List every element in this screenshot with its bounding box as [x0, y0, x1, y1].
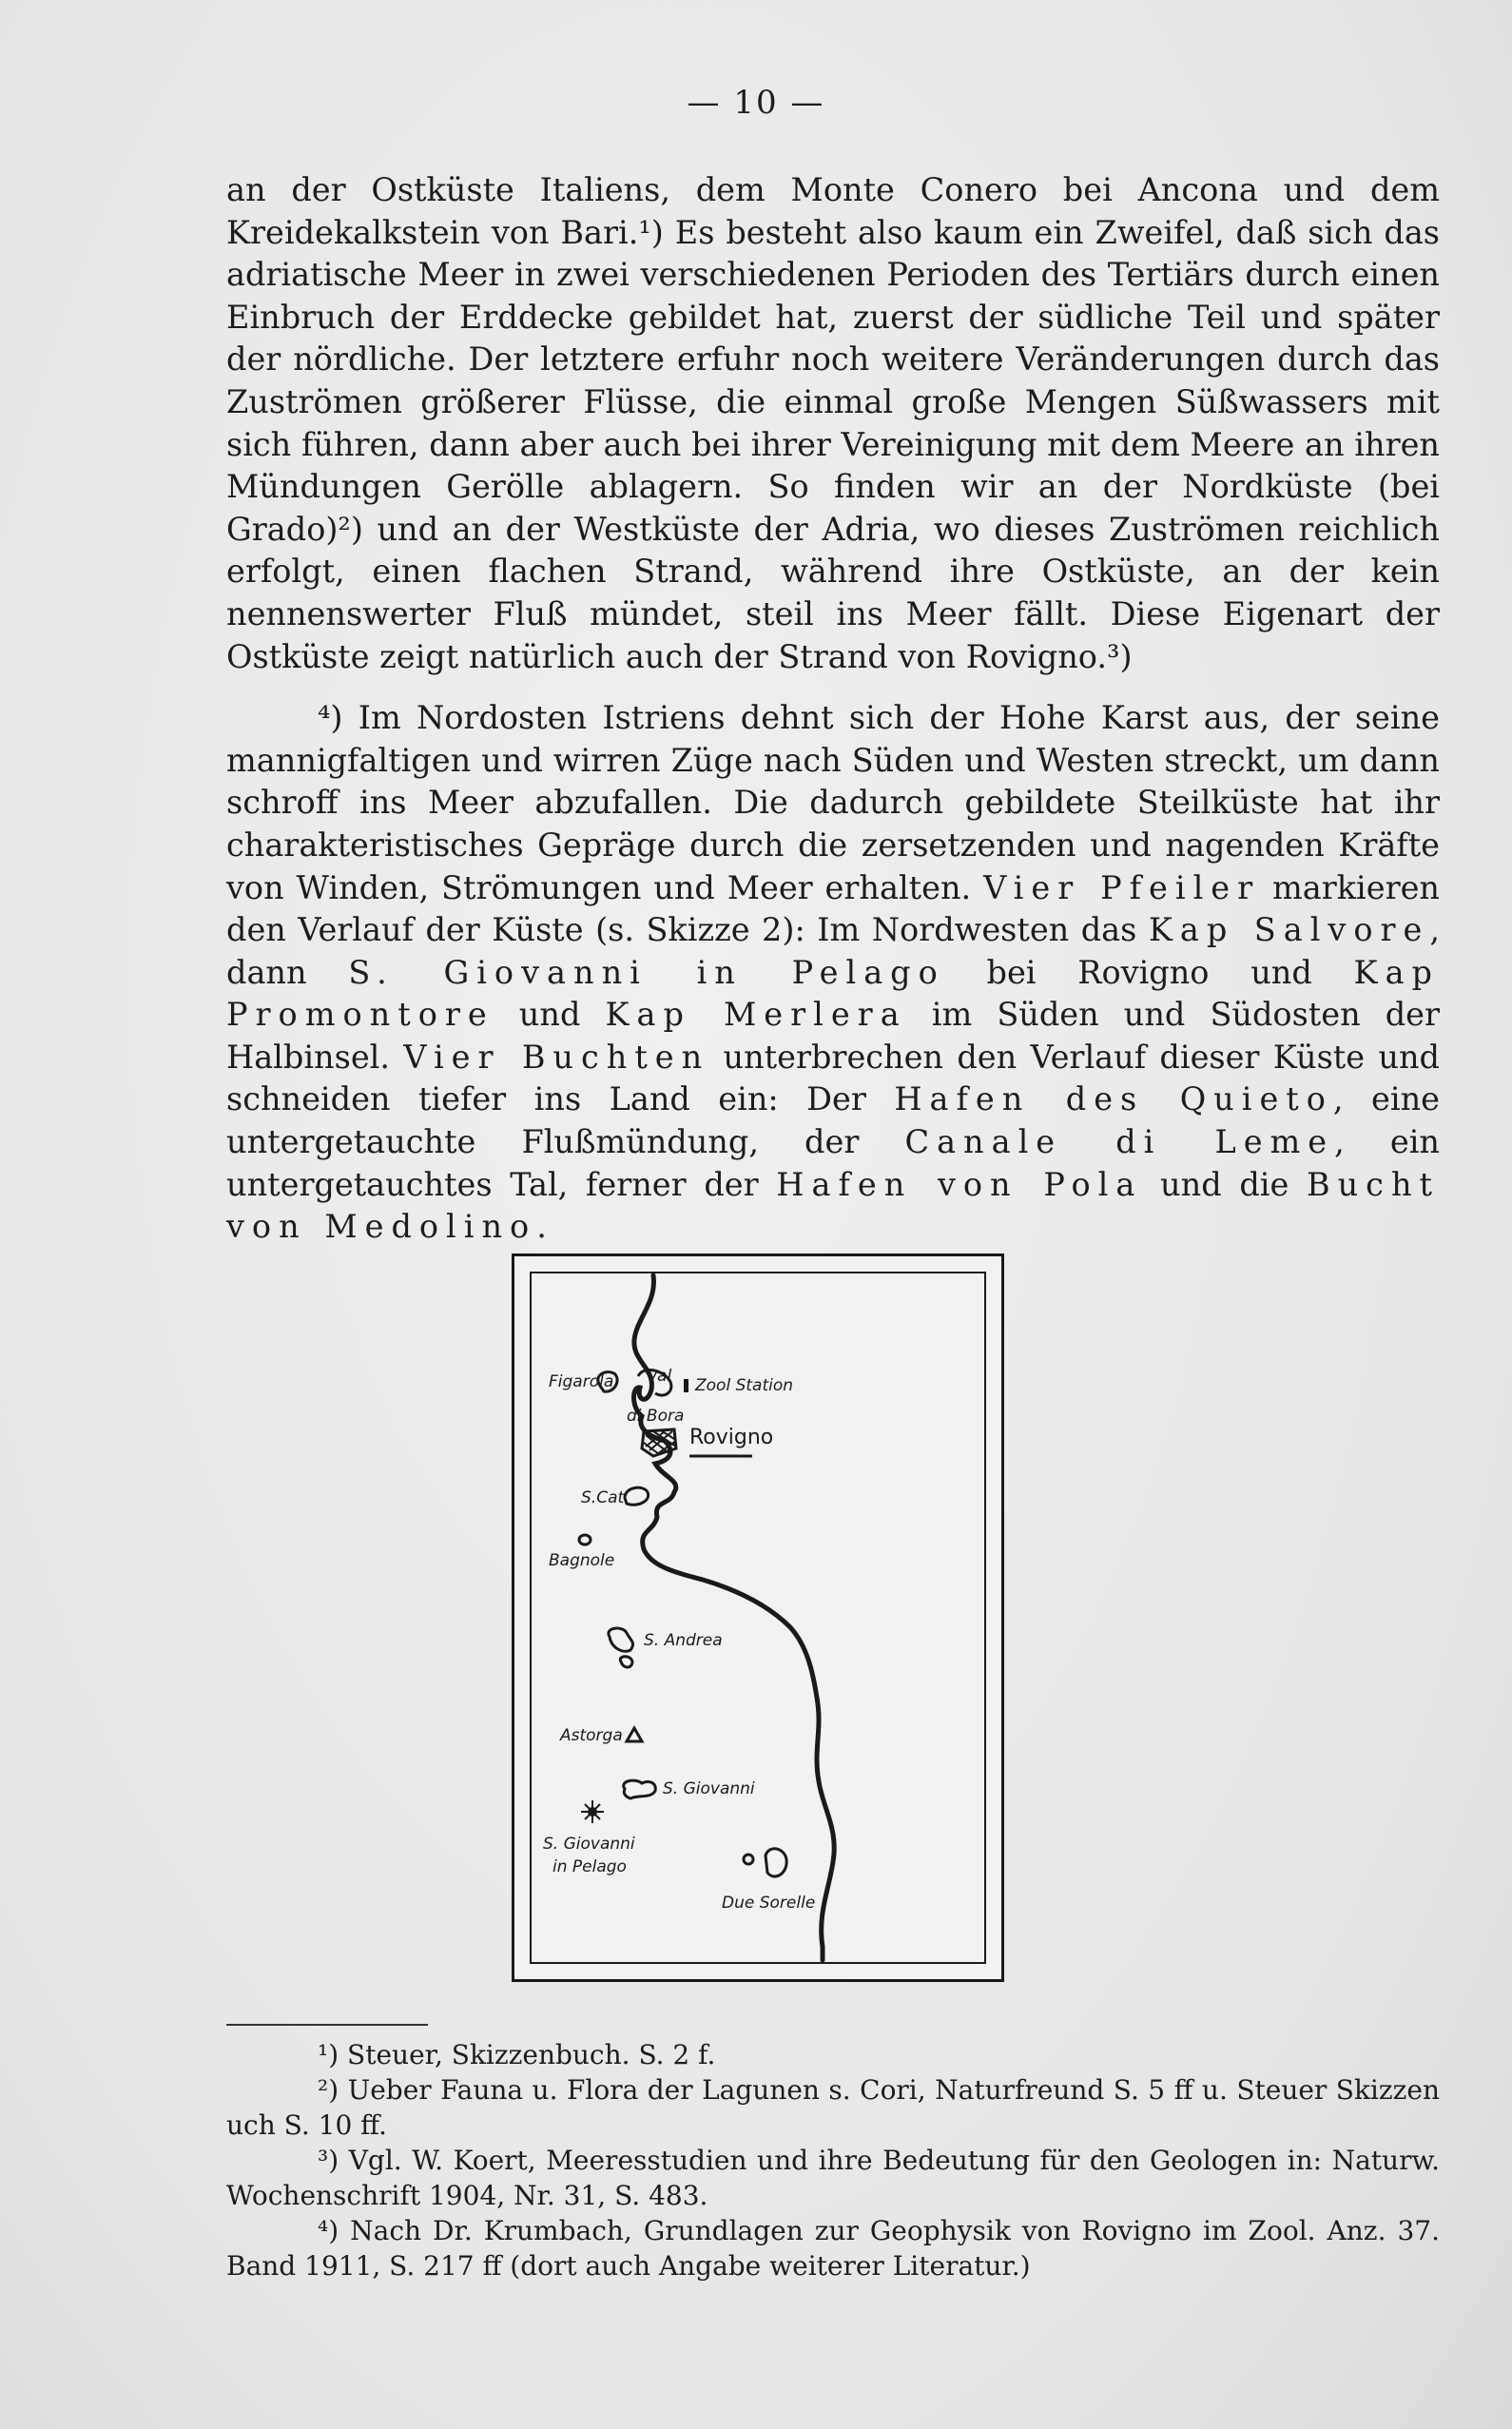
footnote-4: ⁴) Nach Dr. Krumbach, Grundlagen zur Geophysik von Rovigno im Zool. Anz. 37. Band 1911, S. 217 ff (dort auch Angabe weiterer Literatur.) — [226, 2215, 1440, 2282]
paragraph-2-intro: ⁴) Im Nordosten Istriens dehnt sich der Hohe Karst aus, der seine mannigfaltigen und wirren Züge nach Süden und Westen streckt, um dann schroff ins Meer abzufallen. Die dadurch gebildete Steilküste hat ihr charakteristisches Gepräge durch die zersetzenden und nagenden Kräfte von Winden, Strömungen und Meer erhalten. — [226, 699, 1440, 906]
emphasis-bucht-medolino: Bucht von Medolino — [226, 1165, 1440, 1246]
emphasis-canale-leme: Canale di Leme — [904, 1123, 1335, 1161]
label-s-giovanni: S. Giovanni — [663, 1779, 755, 1798]
astorga-island — [627, 1728, 642, 1741]
footnote-1: ¹) Steuer, Skizzenbuch. S. 2 f. — [318, 2039, 716, 2070]
label-s-cat: S.Cat. — [581, 1488, 630, 1507]
map-figure — [512, 1253, 1004, 1982]
footnote-2: ²) Ueber Fauna u. Flora der Lagunen s. Cori, Naturfreund S. 5 ff u. Steuer Skizzen uch S. 10 ff. — [226, 2074, 1440, 2141]
label-zool-station: Zool Station — [695, 1376, 794, 1395]
emphasis-kap-promontore: Kap Promontore — [226, 953, 1440, 1034]
text-run: . — [536, 1208, 547, 1246]
label-figarola: Figarola — [549, 1372, 614, 1391]
emphasis-kap-merlera: Kap Merlera — [605, 996, 907, 1034]
text-run: , ein untergetauchtes Tal, ferner der — [226, 1123, 1440, 1203]
text-run: und die — [1142, 1165, 1307, 1203]
text-run: bei Rovigno und — [944, 953, 1354, 991]
page-number: — 10 — — [687, 84, 825, 122]
text-run: unterbrechen den Verlauf dieser Küste und schneiden tiefer ins Land ein: Der — [226, 1038, 1440, 1118]
small-island-a — [620, 1657, 632, 1667]
emphasis-hafen-quieto: Hafen des Quieto — [894, 1080, 1333, 1118]
text-run: im Süden und Südosten der Halbinsel. — [226, 996, 1441, 1076]
emphasis-kap-salvore: Kap Salvore — [1148, 911, 1430, 949]
label-rovigno: Rovigno — [689, 1426, 774, 1449]
due-sorelle-islet-2 — [766, 1849, 786, 1876]
text-run: , eine untergetauchte Flußmündung, der — [226, 1080, 1440, 1161]
s-andrea-island — [609, 1628, 633, 1651]
bagnole-island — [579, 1535, 591, 1545]
emphasis-s-giovanni: S. Giovanni in Pelago — [348, 953, 945, 991]
label-di-bora: di Bora — [627, 1407, 685, 1426]
emphasis-vier-buchten: Vier Buchten — [403, 1038, 710, 1076]
label-s-giovanni-pelago-line2: in Pelago — [552, 1857, 627, 1876]
lighthouse-icon — [581, 1800, 604, 1823]
body-text — [226, 169, 1440, 1249]
emphasis-hafen-pola: Hafen von Pola — [776, 1165, 1143, 1203]
zool-station-marker — [684, 1379, 688, 1392]
label-bagnole: Bagnole — [549, 1551, 615, 1570]
label-due-sorelle: Due Sorelle — [722, 1894, 816, 1913]
paragraph-1: an der Ostküste Italiens, dem Monte Conero bei Ancona und dem Kreidekalkstein von Bari.¹) Es besteht also kaum ein Zweifel, daß sich das adriatische Meer in zwei verschiedenen Perioden des Tertiärs durch einen Einbruch der Erddecke gebildet hat, zuerst der südliche Teil und später der nördliche. Der letztere erfuhr noch weitere Veränderungen durch das Zuströmen größerer Flüsse, die einmal große Mengen Süßwassers mit sich führen, dann aber auch bei ihrer Vereinigung mit dem Meere an ihren Mündungen Gerölle ablagern. So finden wir an der Nordküste (bei Grado)²) und an der Westküste der Adria, wo dieses Zuströmen reichlich erfolgt, einen flachen Strand, während ihre Ostküste, an der kein nennenswerter Fluß mündet, steil ins Meer fällt. Diese Eigenart der Ostküste zeigt natürlich auch der Strand von Rovigno.³) — [226, 171, 1440, 675]
label-s-giovanni-pelago-line1: S. Giovanni — [543, 1835, 635, 1854]
label-s-andrea: S. Andrea — [644, 1631, 723, 1650]
text-run: und — [494, 996, 606, 1034]
text-run: , dann — [226, 911, 1440, 991]
footnote-rule — [226, 2024, 428, 2026]
footnote-3: ³) Vgl. W. Koert, Meeresstudien und ihre Bedeutung für den Geologen in: Naturw. Wochenschrift 1904, Nr. 31, S. 483. — [226, 2145, 1440, 2211]
label-val: val — [648, 1367, 672, 1386]
emphasis-vier-pfeiler: Vier Pfeiler — [983, 868, 1261, 906]
map-frame — [530, 1272, 986, 1964]
text-run: markieren den Verlauf der Küste (s. Skizze 2): Im Nordwesten das — [226, 868, 1441, 949]
footnotes — [226, 2037, 1440, 2283]
label-astorga: Astorga — [560, 1726, 623, 1745]
s-giovanni-island — [624, 1780, 656, 1798]
due-sorelle-islet-1 — [744, 1855, 753, 1864]
paragraph-2 — [226, 697, 1440, 1249]
